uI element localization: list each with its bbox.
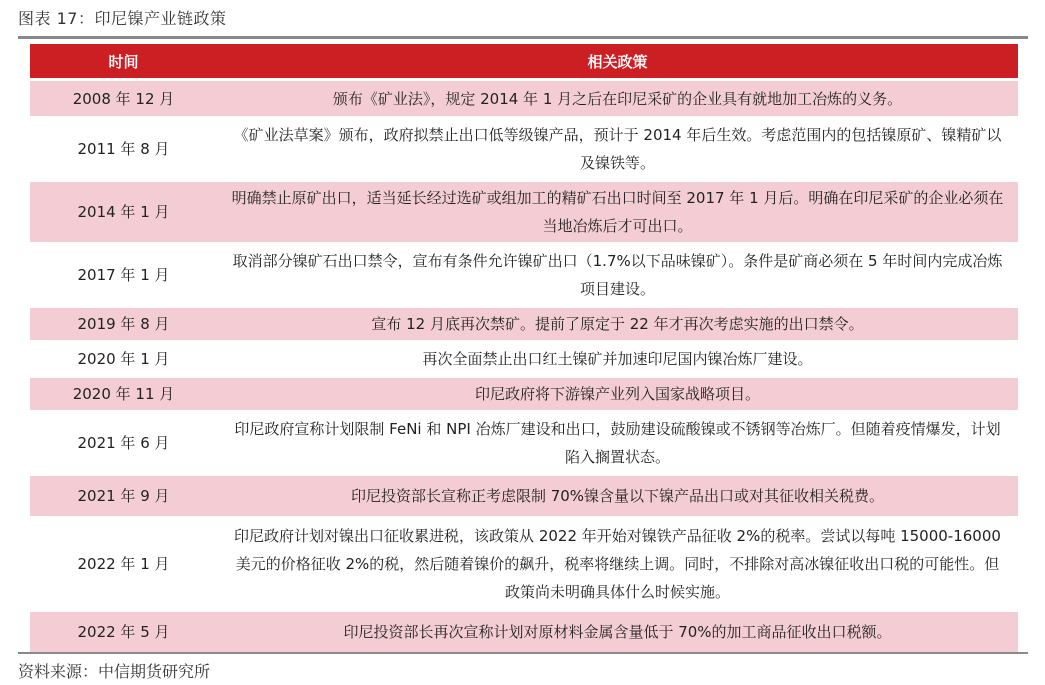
figure-caption: 图表 17：印尼镍产业链政策 [18,9,227,28]
table-row [30,81,1018,119]
table-row [30,245,1018,308]
row-time: 2021 年 6 月 [30,413,217,476]
row-policy: 印尼政府计划对镍出口征收累进税，该政策从 2022 年开始对镍铁产品征收 2%的税率。尝试以每吨 15000-16000 美元的价格征收 2%的税，然后随着镍价的飙升，税率将继续上调。同时，不排除对高冰镍征收出口税的可能性。但政策尚未明确具体什么时候实施。 [217,519,1018,612]
row-time: 2014 年 1 月 [30,182,217,245]
row-policy: 宣布 12 月底再次禁矿。提前了原定于 22 年才再次考虑实施的出口禁令。 [217,308,1018,343]
row-time: 2020 年 11 月 [30,378,217,413]
caption-divider [18,36,1028,39]
row-time: 2011 年 8 月 [30,119,217,182]
row-time: 2019 年 8 月 [30,308,217,343]
row-policy: 取消部分镍矿石出口禁令，宣布有条件允许镍矿出口（1.7%以下品味镍矿）。条件是矿商必须在 5 年时间内完成冶炼项目建设。 [217,245,1018,308]
table-row [30,343,1018,378]
row-time: 2008 年 12 月 [30,81,217,119]
table-row [30,119,1018,182]
table-row [30,476,1018,519]
table-row [30,413,1018,476]
row-time: 2021 年 9 月 [30,476,217,519]
header-time: 时间 [30,44,217,81]
table-row [30,378,1018,413]
table-row [30,612,1018,655]
table-row [30,308,1018,343]
row-policy: 印尼投资部长宣称正考虑限制 70%镍含量以下镍产品出口或对其征收相关税费。 [217,476,1018,519]
row-policy: 印尼政府将下游镍产业列入国家战略项目。 [217,378,1018,413]
table-row [30,519,1018,612]
row-policy: 明确禁止原矿出口，适当延长经过选矿或组加工的精矿石出口时间至 2017 年 1 月后。明确在印尼采矿的企业必须在当地冶炼后才可出口。 [217,182,1018,245]
row-policy: 再次全面禁止出口红土镍矿并加速印尼国内镍冶炼厂建设。 [217,343,1018,378]
row-policy: 印尼投资部长再次宣称计划对原材料金属含量低于 70%的加工商品征收出口税额。 [217,612,1018,655]
header-policy: 相关政策 [217,44,1018,81]
row-time: 2020 年 1 月 [30,343,217,378]
table-header-row [30,44,1018,81]
row-time: 2022 年 1 月 [30,519,217,612]
table-row [30,182,1018,245]
row-time: 2017 年 1 月 [30,245,217,308]
row-policy: 颁布《矿业法》，规定 2014 年 1 月之后在印尼采矿的企业具有就地加工冶炼的义务。 [217,81,1018,119]
footer-divider [18,652,1028,654]
source-note: 资料来源：中信期货研究所 [18,662,211,681]
row-policy: 《矿业法草案》颁布，政府拟禁止出口低等级镍产品，预计于 2014 年后生效。考虑范围内的包括镍原矿、镍精矿以及镍铁等。 [217,119,1018,182]
row-policy: 印尼政府宣称计划限制 FeNi 和 NPI 冶炼厂建设和出口，鼓励建设硫酸镍或不锈钢等冶炼厂。但随着疫情爆发，计划陷入搁置状态。 [217,413,1018,476]
policy-table [30,44,1018,655]
row-time: 2022 年 5 月 [30,612,217,655]
